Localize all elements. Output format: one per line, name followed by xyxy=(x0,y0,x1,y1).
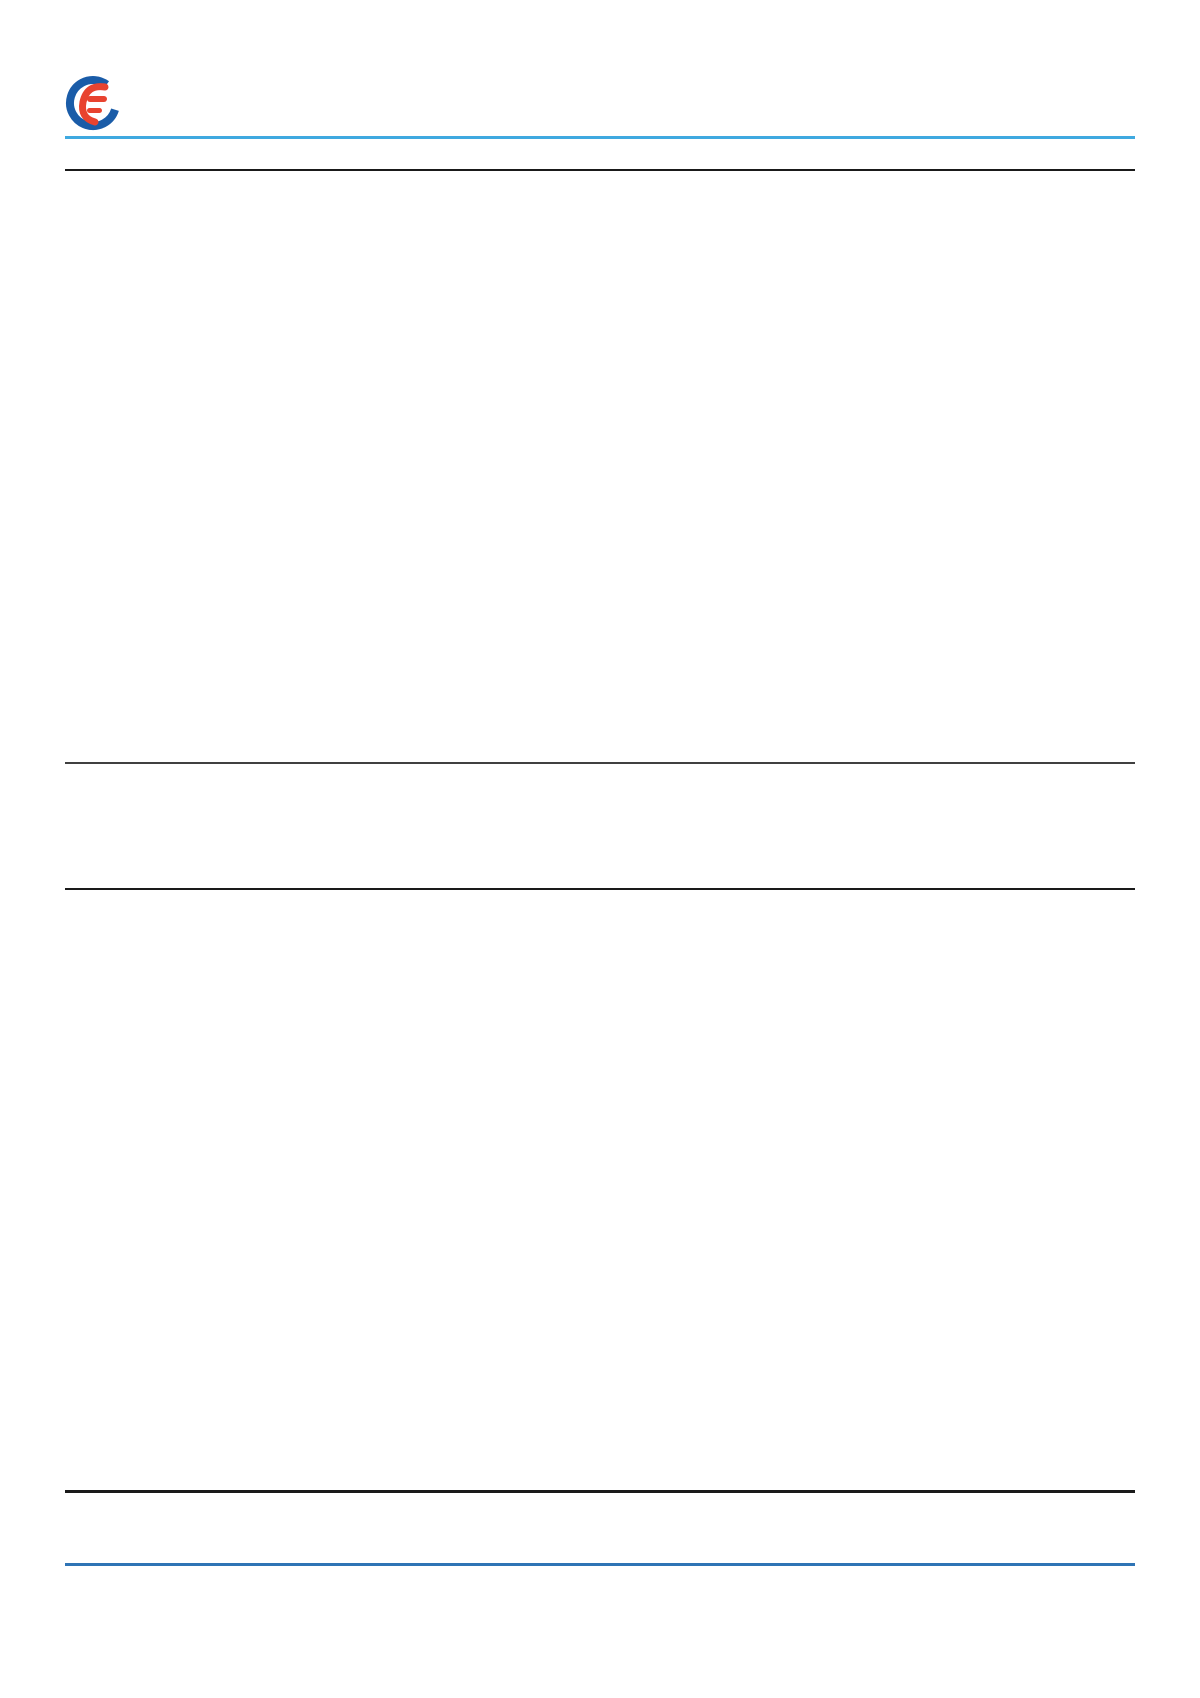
figure1-caption-rule xyxy=(65,169,1135,171)
figure2-caption-rule xyxy=(65,888,1135,890)
footer-rule xyxy=(65,1563,1135,1566)
gf-securities-logo xyxy=(63,72,273,134)
figure1-line-chart xyxy=(65,180,1135,758)
figure2-bottom-rule xyxy=(65,1490,1135,1493)
header-rule xyxy=(65,136,1135,139)
figure1-source-rule xyxy=(65,762,1135,764)
figure2-waterfall-chart xyxy=(65,918,1135,1486)
logo-mark xyxy=(63,72,124,134)
